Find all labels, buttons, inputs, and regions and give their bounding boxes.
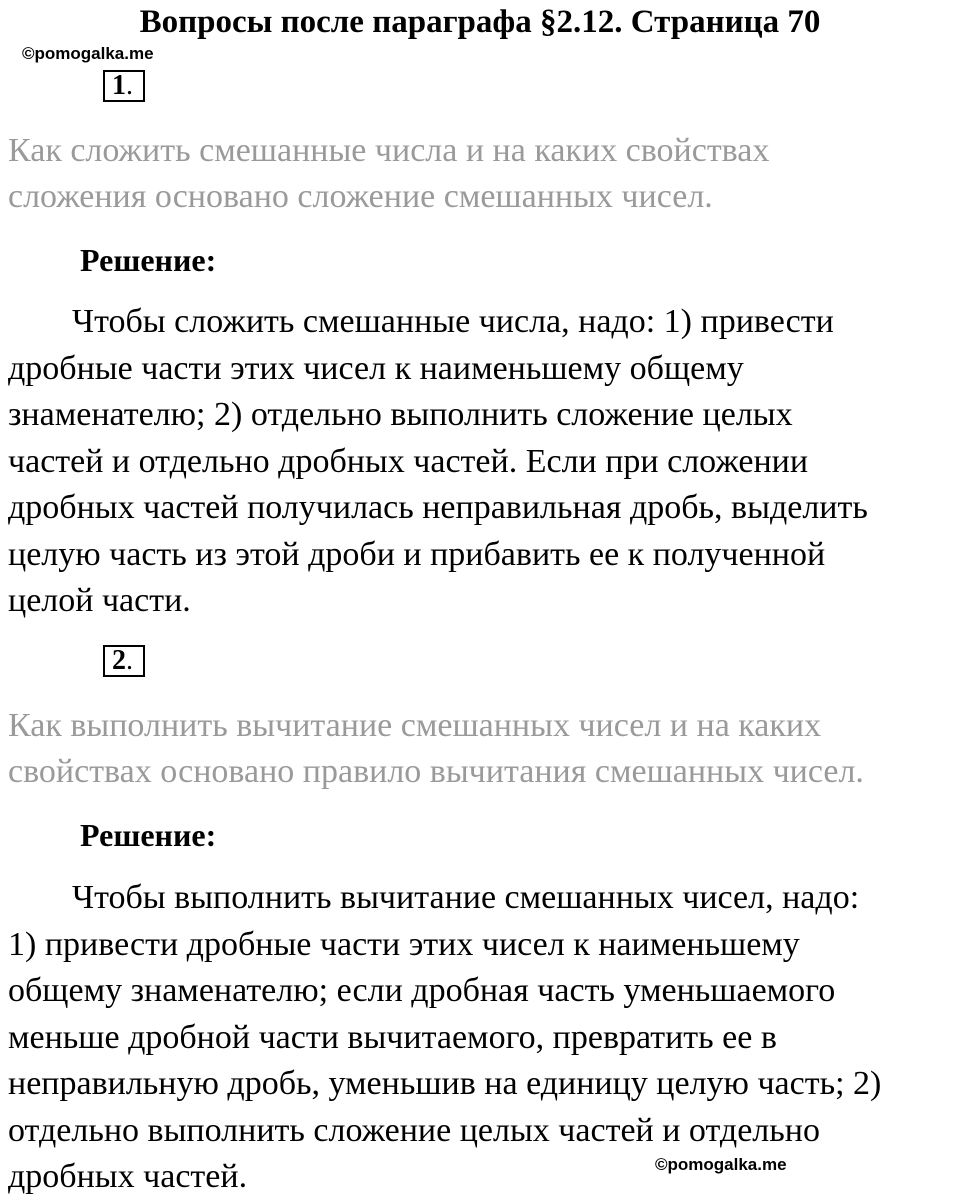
question-number-2: 2. — [103, 645, 145, 677]
question-2-line: Как выполнить вычитание смешанных чисел и на каких — [8, 707, 822, 744]
solution-1-line: целую часть из этой дроби и прибавить ее к полученной — [8, 535, 826, 573]
solution-1-line: знаменателю; 2) отдельно выполнить сложение целых — [8, 396, 793, 433]
question-number-1-digit: 1 — [112, 70, 126, 101]
watermark-bottom: ©pomogalka.me — [655, 1155, 787, 1174]
watermark-top: ©pomogalka.me — [22, 44, 154, 63]
solution-1-line: частей и отдельно дробных частей. Если при сложении — [8, 442, 809, 480]
solution-2-line: неправильную дробь, уменьшив на единицу целую часть; 2) — [8, 1065, 882, 1102]
solution-1-line: целой части. — [8, 582, 191, 619]
question-number-1: 1. — [103, 70, 145, 102]
solution-2-label: Решение: — [80, 817, 217, 853]
solution-1-text — [8, 299, 958, 625]
solution-2-line: меньше дробной части вычитаемого, превратить ее в — [8, 1018, 777, 1056]
solution-2-text — [8, 875, 958, 1201]
solution-2-line: дробных частей. — [8, 1158, 248, 1195]
question-2-text — [8, 703, 958, 795]
question-number-2-digit: 2 — [112, 645, 126, 676]
question-1-line: сложения основано сложение смешанных чисел. — [8, 178, 713, 215]
question-1-text — [8, 128, 958, 220]
solution-2-line: отдельно выполнить сложение целых частей и отдельно — [8, 1111, 820, 1149]
solution-1-line: Чтобы сложить смешанные числа, надо: 1) привести — [72, 303, 834, 340]
solution-1-line: дробных частей получилась неправильная дробь, выделить — [8, 489, 868, 526]
solution-1-label: Решение: — [80, 242, 217, 278]
question-1-line: Как сложить смешанные числа и на каких свойствах — [8, 132, 770, 169]
question-2-line: свойствах основано правило вычитания смешанных чисел. — [8, 753, 864, 790]
page-title: Вопросы после параграфа §2.12. Страница 70 — [139, 4, 821, 40]
solution-1-line: дробные части этих чисел к наименьшему общему — [8, 349, 744, 387]
solution-2-line: Чтобы выполнить вычитание смешанных чисел, надо: — [72, 879, 860, 916]
solution-2-line: 1) привести дробные части этих чисел к наименьшему — [8, 925, 800, 963]
solution-2-line: общему знаменателю; если дробная часть уменьшаемого — [8, 972, 836, 1009]
